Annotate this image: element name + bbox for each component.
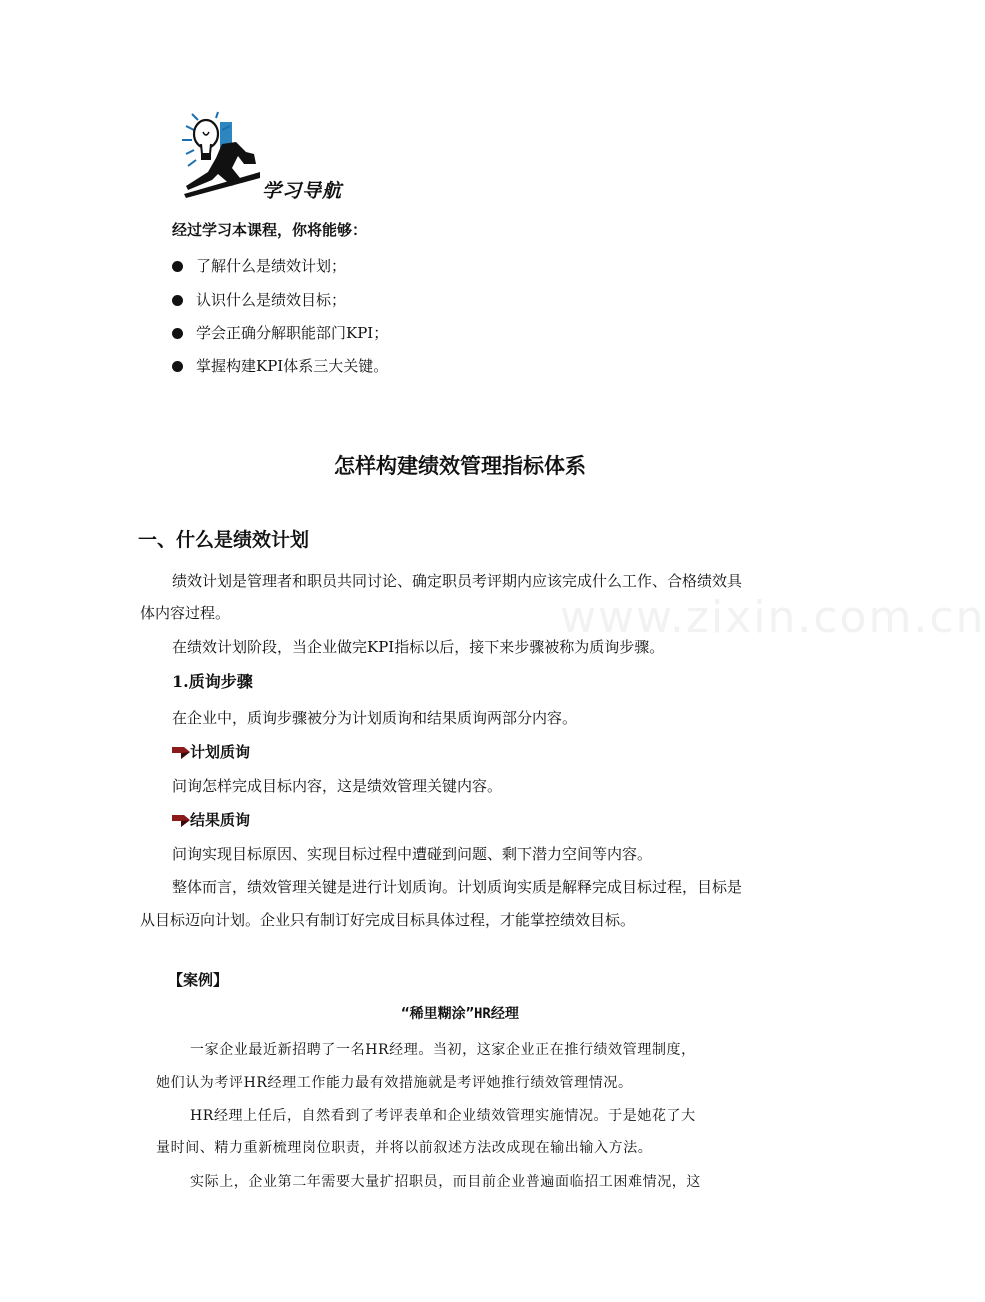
learning-nav-title: 学习导航 xyxy=(262,180,343,202)
section-heading: 一、什么是绩效计划 xyxy=(138,529,310,551)
case-line: 她们认为考评HR经理工作能力最有效措施就是考评她推行绩效管理情况。 xyxy=(156,1075,633,1091)
paragraph: 绩效计划是管理者和职员共同讨论、确定职员考评期内应该完成什么工作、合格绩效具 xyxy=(172,572,743,590)
paragraph: 整体而言，绩效管理关键是进行计划质询。计划质询实质是解释完成目标过程，目标是 xyxy=(172,878,743,896)
document-title: 怎样构建绩效管理指标体系 xyxy=(334,454,586,478)
case-line: 一家企业最近新招聘了一名HR经理。当初，这家企业正在推行绩效管理制度， xyxy=(190,1042,696,1058)
paragraph: 问询实现目标原因、实现目标过程中遭碰到问题、剩下潜力空间等内容。 xyxy=(172,845,653,863)
subsection-heading: 1.质询步骤 xyxy=(172,672,253,691)
paragraph: 在绩效计划阶段，当企业做完KPI指标以后，接下来步骤被称为质询步骤。 xyxy=(172,638,665,656)
plan-inquiry-label: 计划质询 xyxy=(172,741,250,762)
list-item: 了解什么是绩效计划； xyxy=(172,255,346,276)
case-line: 实际上，企业第二年需要大量扩招职员，而目前企业普遍面临招工困难情况，这 xyxy=(190,1174,701,1190)
case-line: 量时间、精力重新梳理岗位职责，并将以前叙述方法改成现在输出输入方法。 xyxy=(156,1140,653,1156)
bullet-icon xyxy=(172,328,183,339)
arrow-bullet-icon xyxy=(172,744,190,760)
watermark: www.zixin.com.cn xyxy=(560,592,985,643)
paragraph: 在企业中，质询步骤被分为计划质询和结果质询两部分内容。 xyxy=(172,709,578,727)
case-title: “稀里糊涂”HR经理 xyxy=(401,1006,519,1022)
lightbulb-figure-logo xyxy=(174,108,266,200)
bullet-icon xyxy=(172,295,183,306)
list-item: 学会正确分解职能部门KPI； xyxy=(172,322,388,343)
paragraph-cont: 体内容过程。 xyxy=(140,604,231,622)
arrow-bullet-icon xyxy=(172,812,190,828)
case-label: 【案例】 xyxy=(168,971,229,989)
bullet-icon xyxy=(172,361,183,372)
paragraph: 问询怎样完成目标内容，这是绩效管理关键内容。 xyxy=(172,777,503,795)
list-item: 掌握构建KPI体系三大关键。 xyxy=(172,355,388,376)
result-inquiry-label: 结果质询 xyxy=(172,809,250,830)
paragraph-cont: 从目标迈向计划。企业只有制订好完成目标具体过程，才能掌控绩效目标。 xyxy=(140,911,636,929)
bullet-icon xyxy=(172,261,183,272)
learning-intro: 经过学习本课程，你将能够： xyxy=(172,221,368,239)
list-item: 认识什么是绩效目标； xyxy=(172,289,346,310)
case-line: HR经理上任后，自然看到了考评表单和企业绩效管理实施情况。于是她花了大 xyxy=(190,1108,696,1124)
